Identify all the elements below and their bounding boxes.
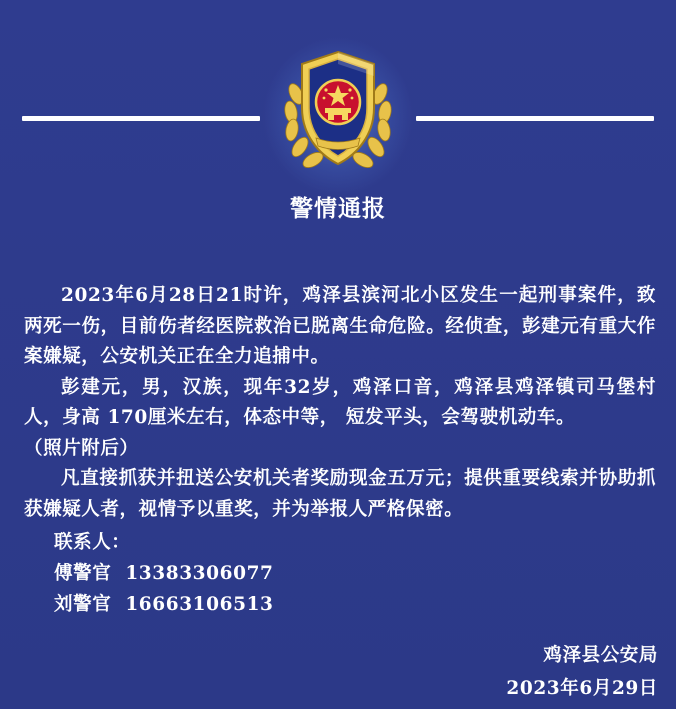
contacts-label: 联系人：: [54, 532, 131, 553]
photo-note: （照片附后）: [24, 437, 139, 459]
contact-row: [24, 559, 656, 590]
notice-body: [24, 281, 656, 621]
police-emblem-icon: [278, 46, 398, 184]
issue-date: 2023年6月29日: [506, 678, 658, 699]
page-title: 警情通报: [290, 196, 386, 222]
case-paragraph: 2023年6月28日21时许，鸡泽县滨河北小区发生一起刑事案件，致两死一伤，目前伤者经医院救治已脱离生命危险。经侦查，彭建元有重大作案嫌疑，公安机关正在全力追捕中。: [24, 285, 656, 367]
contact-name: 傅警官: [54, 563, 112, 584]
suspect-description-text: 彭建元，男，汉族，现年32岁，鸡泽口音，鸡泽县鸡泽镇司马堡村人，身高 170厘米左右，体态中等， 短发平头，会驾驶机动车。: [24, 376, 656, 428]
issuer: 鸡泽县公安局: [543, 645, 658, 666]
suspect-description-paragraph: [24, 373, 656, 465]
contact-phone: 16663106513: [125, 594, 274, 615]
reward-paragraph: 凡直接抓获并扭送公安机关者奖励现金五万元；提供重要线索并协助抓获嫌疑人者，视情予以重奖，并为举报人严格保密。: [24, 468, 656, 520]
contact-phone: 13383306077: [125, 563, 274, 584]
header-divider-left: [22, 116, 260, 121]
header-divider-right: [416, 116, 654, 121]
contact-row: [24, 590, 656, 621]
contact-name: 刘警官: [54, 594, 112, 615]
